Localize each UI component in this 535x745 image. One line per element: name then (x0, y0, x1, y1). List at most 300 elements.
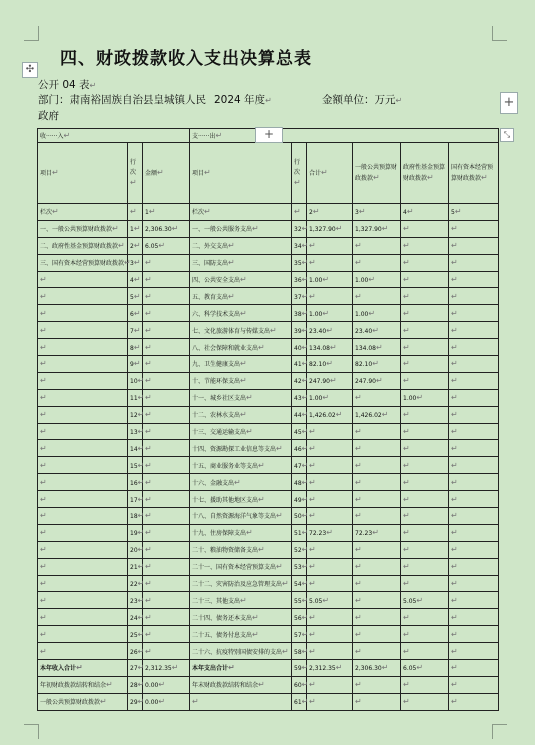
expense-item-cell[interactable]: 十三、交通运输支出↵ (190, 423, 292, 440)
gov-fund-cell[interactable]: ↵ (401, 271, 449, 288)
expense-total-cell[interactable]: ↵ (307, 491, 353, 508)
general-budget-cell[interactable]: ↵ (353, 474, 401, 491)
expense-line-cell[interactable]: 61↵ (292, 693, 307, 710)
gov-fund-cell[interactable]: ↵ (401, 626, 449, 643)
expense-total-cell[interactable]: 82.10↵ (307, 356, 353, 373)
income-line-cell[interactable]: 6↵ (128, 305, 143, 322)
income-amount-cell[interactable]: ↵ (143, 592, 190, 609)
expense-total-cell[interactable]: ↵ (307, 541, 353, 558)
income-amount-cell[interactable]: ↵ (143, 305, 190, 322)
expense-total-cell[interactable]: 23.40↵ (307, 322, 353, 339)
expense-total-cell[interactable]: ↵ (307, 643, 353, 660)
document-title: 四、财政拨款收入支出决算总表 (60, 49, 312, 69)
general-budget-cell[interactable]: ↵ (353, 254, 401, 271)
expense-total-cell[interactable]: ↵ (307, 575, 353, 592)
general-budget-cell[interactable]: 134.08↵ (353, 339, 401, 356)
expense-item-cell[interactable]: 本年支出合计↵ (190, 660, 292, 677)
expense-line-cell[interactable]: 36↵ (292, 271, 307, 288)
table-row (38, 541, 499, 558)
general-budget-cell[interactable]: ↵ (353, 491, 401, 508)
expense-item-cell[interactable]: 一、一般公共服务支出↵ (190, 220, 292, 237)
income-line-cell[interactable]: 4↵ (128, 271, 143, 288)
income-item-cell[interactable]: ↵ (38, 558, 128, 575)
income-line-cell[interactable]: 19↵ (128, 524, 143, 541)
state-capital-cell[interactable]: ↵ (449, 288, 499, 305)
expense-item-cell[interactable]: 十七、援助其他地区支出↵ (190, 491, 292, 508)
income-item-cell[interactable]: ↵ (38, 288, 128, 305)
general-budget-cell[interactable]: ↵ (353, 693, 401, 710)
gov-fund-cell[interactable]: ↵ (401, 524, 449, 541)
state-capital-cell[interactable]: ↵ (449, 220, 499, 237)
expense-total-cell[interactable]: 1.00↵ (307, 389, 353, 406)
general-budget-cell[interactable]: ↵ (353, 592, 401, 609)
expense-item-cell[interactable]: 二十、粮油物资储备支出↵ (190, 541, 292, 558)
expense-total-cell[interactable]: 1.00↵ (307, 305, 353, 322)
income-amount-cell[interactable]: ↵ (143, 406, 190, 423)
expense-line-cell[interactable]: 40↵ (292, 339, 307, 356)
expense-line-cell[interactable]: 54↵ (292, 575, 307, 592)
gov-fund-cell[interactable]: ↵ (401, 288, 449, 305)
expense-line-cell[interactable]: 51↵ (292, 524, 307, 541)
state-capital-cell[interactable]: ↵ (449, 271, 499, 288)
income-item-cell[interactable]: 年初财政拨款结转和结余↵ (38, 676, 128, 693)
income-line-cell[interactable]: 10↵ (128, 372, 143, 389)
header-income-item[interactable]: 项目↵ (38, 143, 128, 204)
income-amount-cell[interactable]: ↵ (143, 271, 190, 288)
table-row (38, 626, 499, 643)
expense-total-cell[interactable]: 5.05↵ (307, 592, 353, 609)
income-item-cell[interactable]: ↵ (38, 541, 128, 558)
index-expense-line[interactable]: ↵ (292, 204, 307, 221)
gov-fund-cell[interactable]: ↵ (401, 372, 449, 389)
expense-line-cell[interactable]: 39↵ (292, 322, 307, 339)
report-year: 2024 年度↵ (214, 94, 272, 106)
income-amount-cell[interactable]: 0.00↵ (143, 676, 190, 693)
income-line-cell[interactable]: 18↵ (128, 508, 143, 525)
expense-total-cell[interactable]: ↵ (307, 288, 353, 305)
income-item-cell[interactable]: ↵ (38, 322, 128, 339)
income-item-cell[interactable]: ↵ (38, 389, 128, 406)
expense-item-cell[interactable]: 二十四、债务还本支出↵ (190, 609, 292, 626)
general-budget-cell[interactable]: 23.40↵ (353, 322, 401, 339)
state-capital-cell[interactable]: ↵ (449, 423, 499, 440)
expense-line-cell[interactable]: 55↵ (292, 592, 307, 609)
income-item-cell[interactable]: ↵ (38, 626, 128, 643)
gov-fund-cell[interactable]: ↵ (401, 558, 449, 575)
gov-fund-cell[interactable]: ↵ (401, 508, 449, 525)
income-item-cell[interactable]: ↵ (38, 423, 128, 440)
income-amount-cell[interactable]: ↵ (143, 609, 190, 626)
income-item-cell[interactable]: 一般公共预算财政拨款↵ (38, 693, 128, 710)
income-amount-cell[interactable]: ↵ (143, 440, 190, 457)
state-capital-cell[interactable]: ↵ (449, 406, 499, 423)
gov-fund-cell[interactable]: 5.05↵ (401, 592, 449, 609)
index-expense-total[interactable]: 2↵ (307, 204, 353, 221)
index-income-amount[interactable]: 1↵ (143, 204, 190, 221)
expense-item-cell[interactable]: 二十六、抗疫特别国债安排的支出↵ (190, 643, 292, 660)
gov-fund-cell[interactable]: ↵ (401, 457, 449, 474)
expense-line-cell[interactable]: 56↵ (292, 609, 307, 626)
income-amount-cell[interactable]: ↵ (143, 558, 190, 575)
header-expense-item[interactable]: 项目↵ (190, 143, 292, 204)
general-budget-cell[interactable]: 72.23↵ (353, 524, 401, 541)
expense-line-cell[interactable]: 48↵ (292, 474, 307, 491)
income-item-cell[interactable]: ↵ (38, 609, 128, 626)
gov-fund-cell[interactable]: 1.00↵ (401, 389, 449, 406)
crop-mark-bottom-right (492, 724, 507, 739)
expense-total-cell[interactable]: 1,327.90↵ (307, 220, 353, 237)
state-capital-cell[interactable]: ↵ (449, 693, 499, 710)
income-amount-cell[interactable]: ↵ (143, 491, 190, 508)
income-line-cell[interactable]: 13↵ (128, 423, 143, 440)
income-item-cell[interactable]: 三、国有资本经营预算财政拨款↵ (38, 254, 128, 271)
state-capital-cell[interactable]: ↵ (449, 508, 499, 525)
general-budget-cell[interactable]: ↵ (353, 508, 401, 525)
income-line-cell[interactable]: 16↵ (128, 474, 143, 491)
expense-line-cell[interactable]: 60↵ (292, 676, 307, 693)
expense-total-cell[interactable]: ↵ (307, 440, 353, 457)
expense-item-cell[interactable]: 十四、资源勘探工业信息等支出↵ (190, 440, 292, 457)
expense-item-cell[interactable]: 八、社会保障和就业支出↵ (190, 339, 292, 356)
expense-item-cell[interactable]: 十二、农林水支出↵ (190, 406, 292, 423)
state-capital-cell[interactable]: ↵ (449, 626, 499, 643)
gov-fund-cell[interactable]: ↵ (401, 474, 449, 491)
state-capital-cell[interactable]: ↵ (449, 491, 499, 508)
gov-fund-cell[interactable]: ↵ (401, 220, 449, 237)
state-capital-cell[interactable]: ↵ (449, 660, 499, 677)
income-item-cell[interactable]: ↵ (38, 440, 128, 457)
index-state-capital[interactable]: 5↵ (449, 204, 499, 221)
general-budget-cell[interactable]: ↵ (353, 423, 401, 440)
expense-total-cell[interactable]: 2,312.35↵ (307, 660, 353, 677)
income-item-cell[interactable]: ↵ (38, 339, 128, 356)
expense-total-cell[interactable]: ↵ (307, 508, 353, 525)
gov-fund-cell[interactable]: ↵ (401, 406, 449, 423)
income-line-cell[interactable]: 12↵ (128, 406, 143, 423)
general-budget-cell[interactable]: 1,426.02↵ (353, 406, 401, 423)
expense-total-cell[interactable]: 1,426.02↵ (307, 406, 353, 423)
expense-line-cell[interactable]: 37↵ (292, 288, 307, 305)
income-amount-cell[interactable]: ↵ (143, 524, 190, 541)
state-capital-cell[interactable]: ↵ (449, 356, 499, 373)
expense-line-cell[interactable]: 34↵ (292, 237, 307, 254)
income-line-cell[interactable]: 1↵ (128, 220, 143, 237)
general-budget-cell[interactable]: ↵ (353, 676, 401, 693)
header-state-capital[interactable]: 国有资本经营预算财政拨款↵ (449, 143, 499, 204)
state-capital-cell[interactable]: ↵ (449, 254, 499, 271)
income-line-cell[interactable]: 11↵ (128, 389, 143, 406)
general-budget-cell[interactable]: ↵ (353, 643, 401, 660)
income-line-cell[interactable]: 7↵ (128, 322, 143, 339)
income-item-cell[interactable]: ↵ (38, 356, 128, 373)
gov-fund-cell[interactable]: ↵ (401, 609, 449, 626)
expense-item-cell[interactable]: 七、文化旅游体育与传媒支出↵ (190, 322, 292, 339)
expense-total-cell[interactable]: ↵ (307, 474, 353, 491)
income-line-cell[interactable]: 2↵ (128, 237, 143, 254)
income-item-cell[interactable]: ↵ (38, 575, 128, 592)
income-item-cell[interactable]: ↵ (38, 643, 128, 660)
income-item-cell[interactable]: 本年收入合计↵ (38, 660, 128, 677)
report-meta-row (38, 92, 498, 122)
expense-total-cell[interactable]: ↵ (307, 254, 353, 271)
income-line-cell[interactable]: 20↵ (128, 541, 143, 558)
state-capital-cell[interactable]: ↵ (449, 541, 499, 558)
income-amount-cell[interactable]: ↵ (143, 457, 190, 474)
income-item-cell[interactable]: 二、政府性基金预算财政拨款↵ (38, 237, 128, 254)
income-amount-cell[interactable]: 2,312.35↵ (143, 660, 190, 677)
expense-total-cell[interactable]: ↵ (307, 693, 353, 710)
state-capital-cell[interactable]: ↵ (449, 389, 499, 406)
table-row (38, 322, 499, 339)
general-budget-cell[interactable]: ↵ (353, 575, 401, 592)
income-item-cell[interactable]: ↵ (38, 474, 128, 491)
income-amount-cell[interactable]: ↵ (143, 339, 190, 356)
income-line-cell[interactable]: 22↵ (128, 575, 143, 592)
expense-line-cell[interactable]: 32↵ (292, 220, 307, 237)
expense-total-cell[interactable]: ↵ (307, 457, 353, 474)
expense-total-cell[interactable]: ↵ (307, 558, 353, 575)
expense-item-cell[interactable]: 十五、商业服务业等支出↵ (190, 457, 292, 474)
gov-fund-cell[interactable]: ↵ (401, 676, 449, 693)
table-row (38, 288, 499, 305)
income-item-cell[interactable]: ↵ (38, 491, 128, 508)
expense-item-cell[interactable]: 二、外交支出↵ (190, 237, 292, 254)
income-amount-cell[interactable]: ↵ (143, 372, 190, 389)
income-amount-cell[interactable]: 0.00↵ (143, 693, 190, 710)
header-expense-total[interactable]: 合计↵ (307, 143, 353, 204)
income-line-cell[interactable]: 21↵ (128, 558, 143, 575)
income-amount-cell[interactable]: ↵ (143, 389, 190, 406)
header-income-line[interactable]: 行次↵ (128, 143, 143, 204)
expense-item-cell[interactable]: 年末财政拨款结转和结余↵ (190, 676, 292, 693)
income-amount-cell[interactable]: ↵ (143, 288, 190, 305)
state-capital-cell[interactable]: ↵ (449, 676, 499, 693)
expense-item-cell[interactable]: ↵ (190, 693, 292, 710)
state-capital-cell[interactable]: ↵ (449, 558, 499, 575)
income-amount-cell[interactable]: ↵ (143, 575, 190, 592)
expense-item-cell[interactable]: 十六、金融支出↵ (190, 474, 292, 491)
expense-item-cell[interactable]: 五、教育支出↵ (190, 288, 292, 305)
expense-line-cell[interactable]: 53↵ (292, 558, 307, 575)
income-section-header[interactable]: 收······入↵ (38, 129, 190, 143)
expense-line-cell[interactable]: 57↵ (292, 626, 307, 643)
table-resize-handle[interactable]: ⤡ (500, 128, 514, 142)
expense-line-cell[interactable]: 42↵ (292, 372, 307, 389)
income-amount-cell[interactable]: ↵ (143, 356, 190, 373)
table-move-handle[interactable]: ✣ (22, 62, 38, 78)
income-item-cell[interactable]: ↵ (38, 524, 128, 541)
index-general-budget[interactable]: 3↵ (353, 204, 401, 221)
gov-fund-cell[interactable]: ↵ (401, 305, 449, 322)
table-row (38, 508, 499, 525)
state-capital-cell[interactable]: ↵ (449, 592, 499, 609)
income-amount-cell[interactable]: ↵ (143, 508, 190, 525)
expense-total-cell[interactable]: ↵ (307, 423, 353, 440)
expense-item-cell[interactable]: 十八、自然资源海洋气象等支出↵ (190, 508, 292, 525)
income-item-cell[interactable]: ↵ (38, 305, 128, 322)
header-gov-fund[interactable]: 政府性基金预算财政拨款↵ (401, 143, 449, 204)
index-income-item[interactable]: 栏次↵ (38, 204, 128, 221)
gov-fund-cell[interactable]: ↵ (401, 237, 449, 254)
table-row (38, 423, 499, 440)
expense-line-cell[interactable]: 46↵ (292, 440, 307, 457)
expense-line-cell[interactable]: 49↵ (292, 491, 307, 508)
gov-fund-cell[interactable]: ↵ (401, 575, 449, 592)
add-column-button[interactable]: + (255, 127, 283, 143)
general-budget-cell[interactable]: ↵ (353, 237, 401, 254)
state-capital-cell[interactable]: ↵ (449, 643, 499, 660)
income-item-cell[interactable]: 一、一般公共预算财政拨款↵ (38, 220, 128, 237)
expense-line-cell[interactable]: 43↵ (292, 389, 307, 406)
expense-total-cell[interactable]: 72.23↵ (307, 524, 353, 541)
gov-fund-cell[interactable]: ↵ (401, 491, 449, 508)
income-line-cell[interactable]: 14↵ (128, 440, 143, 457)
gov-fund-cell[interactable]: ↵ (401, 541, 449, 558)
expense-line-cell[interactable]: 52↵ (292, 541, 307, 558)
income-line-cell[interactable]: 29↵ (128, 693, 143, 710)
expense-item-cell[interactable]: 十一、城乡社区支出↵ (190, 389, 292, 406)
expense-line-cell[interactable]: 58↵ (292, 643, 307, 660)
general-budget-cell[interactable]: 82.10↵ (353, 356, 401, 373)
expense-item-cell[interactable]: 二十一、国有资本经营预算支出↵ (190, 558, 292, 575)
expense-item-cell[interactable]: 二十五、债务付息支出↵ (190, 626, 292, 643)
gov-fund-cell[interactable]: ↵ (401, 693, 449, 710)
header-general-budget[interactable]: 一般公共预算财政拨款↵ (353, 143, 401, 204)
income-line-cell[interactable]: 5↵ (128, 288, 143, 305)
state-capital-cell[interactable]: ↵ (449, 457, 499, 474)
expense-line-cell[interactable]: 45↵ (292, 423, 307, 440)
expense-total-cell[interactable]: ↵ (307, 237, 353, 254)
index-income-line[interactable]: ↵ (128, 204, 143, 221)
income-item-cell[interactable]: ↵ (38, 508, 128, 525)
general-budget-cell[interactable]: ↵ (353, 440, 401, 457)
expense-item-cell[interactable]: 六、科学技术支出↵ (190, 305, 292, 322)
general-budget-cell[interactable]: 2,306.30↵ (353, 660, 401, 677)
gov-fund-cell[interactable]: ↵ (401, 423, 449, 440)
income-line-cell[interactable]: 17↵ (128, 491, 143, 508)
header-income-amount[interactable]: 金额↵ (143, 143, 190, 204)
gov-fund-cell[interactable]: ↵ (401, 254, 449, 271)
state-capital-cell[interactable]: ↵ (449, 305, 499, 322)
income-amount-cell[interactable]: ↵ (143, 541, 190, 558)
income-amount-cell[interactable]: ↵ (143, 626, 190, 643)
general-budget-cell[interactable]: 1.00↵ (353, 271, 401, 288)
expense-line-cell[interactable]: 50↵ (292, 508, 307, 525)
general-budget-cell[interactable]: ↵ (353, 558, 401, 575)
expense-total-cell[interactable]: 1.00↵ (307, 271, 353, 288)
expense-total-cell[interactable]: ↵ (307, 626, 353, 643)
expense-total-cell[interactable]: ↵ (307, 609, 353, 626)
expense-line-cell[interactable]: 44↵ (292, 406, 307, 423)
general-budget-cell[interactable]: 247.90↵ (353, 372, 401, 389)
income-line-cell[interactable]: 9↵ (128, 356, 143, 373)
form-code: 公开 04 表↵ (38, 79, 97, 91)
income-line-cell[interactable]: 24↵ (128, 609, 143, 626)
income-item-cell[interactable]: ↵ (38, 406, 128, 423)
income-line-cell[interactable]: 26↵ (128, 643, 143, 660)
expense-item-cell[interactable]: 九、卫生健康支出↵ (190, 356, 292, 373)
income-line-cell[interactable]: 25↵ (128, 626, 143, 643)
income-line-cell[interactable]: 28↵ (128, 676, 143, 693)
general-budget-cell[interactable]: 1.00↵ (353, 305, 401, 322)
add-row-button[interactable]: + (500, 92, 518, 114)
income-amount-cell[interactable]: ↵ (143, 322, 190, 339)
income-amount-cell[interactable]: 6.05↵ (143, 237, 190, 254)
income-amount-cell[interactable]: ↵ (143, 423, 190, 440)
table-row (38, 660, 499, 677)
income-item-cell[interactable]: ↵ (38, 372, 128, 389)
table-row (38, 643, 499, 660)
income-amount-cell[interactable]: ↵ (143, 643, 190, 660)
index-expense-item[interactable]: 栏次↵ (190, 204, 292, 221)
expense-line-cell[interactable]: 35↵ (292, 254, 307, 271)
expense-line-cell[interactable]: 47↵ (292, 457, 307, 474)
expense-total-cell[interactable]: 134.08↵ (307, 339, 353, 356)
gov-fund-cell[interactable]: ↵ (401, 440, 449, 457)
table-row (38, 609, 499, 626)
income-item-cell[interactable]: ↵ (38, 271, 128, 288)
expense-section-header[interactable]: 支······出↵ (190, 129, 499, 143)
income-item-cell[interactable]: ↵ (38, 592, 128, 609)
gov-fund-cell[interactable]: ↵ (401, 339, 449, 356)
expense-line-cell[interactable]: 38↵ (292, 305, 307, 322)
general-budget-cell[interactable]: ↵ (353, 609, 401, 626)
state-capital-cell[interactable]: ↵ (449, 339, 499, 356)
expense-item-cell[interactable]: 二十三、其他支出↵ (190, 592, 292, 609)
general-budget-cell[interactable]: ↵ (353, 541, 401, 558)
expense-item-cell[interactable]: 三、国防支出↵ (190, 254, 292, 271)
income-line-cell[interactable]: 3↵ (128, 254, 143, 271)
table-row (38, 372, 499, 389)
expense-item-cell[interactable]: 四、公共安全支出↵ (190, 271, 292, 288)
income-amount-cell[interactable]: ↵ (143, 474, 190, 491)
expense-item-cell[interactable]: 二十二、灾害防治及应急管理支出↵ (190, 575, 292, 592)
state-capital-cell[interactable]: ↵ (449, 609, 499, 626)
general-budget-cell[interactable]: ↵ (353, 626, 401, 643)
general-budget-cell[interactable]: ↵ (353, 288, 401, 305)
expense-line-cell[interactable]: 41↵ (292, 356, 307, 373)
income-item-cell[interactable]: ↵ (38, 457, 128, 474)
income-amount-cell[interactable]: 2,306.30↵ (143, 220, 190, 237)
expense-total-cell[interactable]: 247.90↵ (307, 372, 353, 389)
gov-fund-cell[interactable]: ↵ (401, 322, 449, 339)
expense-line-cell[interactable]: 59↵ (292, 660, 307, 677)
general-budget-cell[interactable]: 1,327.90↵ (353, 220, 401, 237)
gov-fund-cell[interactable]: ↵ (401, 643, 449, 660)
income-line-cell[interactable]: 8↵ (128, 339, 143, 356)
expense-item-cell[interactable]: 十、节能环保支出↵ (190, 372, 292, 389)
state-capital-cell[interactable]: ↵ (449, 237, 499, 254)
gov-fund-cell[interactable]: 6.05↵ (401, 660, 449, 677)
gov-fund-cell[interactable]: ↵ (401, 356, 449, 373)
state-capital-cell[interactable]: ↵ (449, 322, 499, 339)
general-budget-cell[interactable]: ↵ (353, 389, 401, 406)
general-budget-cell[interactable]: ↵ (353, 457, 401, 474)
header-expense-line[interactable]: 行次↵ (292, 143, 307, 204)
state-capital-cell[interactable]: ↵ (449, 575, 499, 592)
income-amount-cell[interactable]: ↵ (143, 254, 190, 271)
state-capital-cell[interactable]: ↵ (449, 524, 499, 541)
index-gov-fund[interactable]: 4↵ (401, 204, 449, 221)
income-line-cell[interactable]: 23↵ (128, 592, 143, 609)
state-capital-cell[interactable]: ↵ (449, 440, 499, 457)
state-capital-cell[interactable]: ↵ (449, 474, 499, 491)
expense-item-cell[interactable]: 十九、住房保障支出↵ (190, 524, 292, 541)
income-line-cell[interactable]: 15↵ (128, 457, 143, 474)
expense-total-cell[interactable]: ↵ (307, 676, 353, 693)
state-capital-cell[interactable]: ↵ (449, 372, 499, 389)
income-line-cell[interactable]: 27↵ (128, 660, 143, 677)
